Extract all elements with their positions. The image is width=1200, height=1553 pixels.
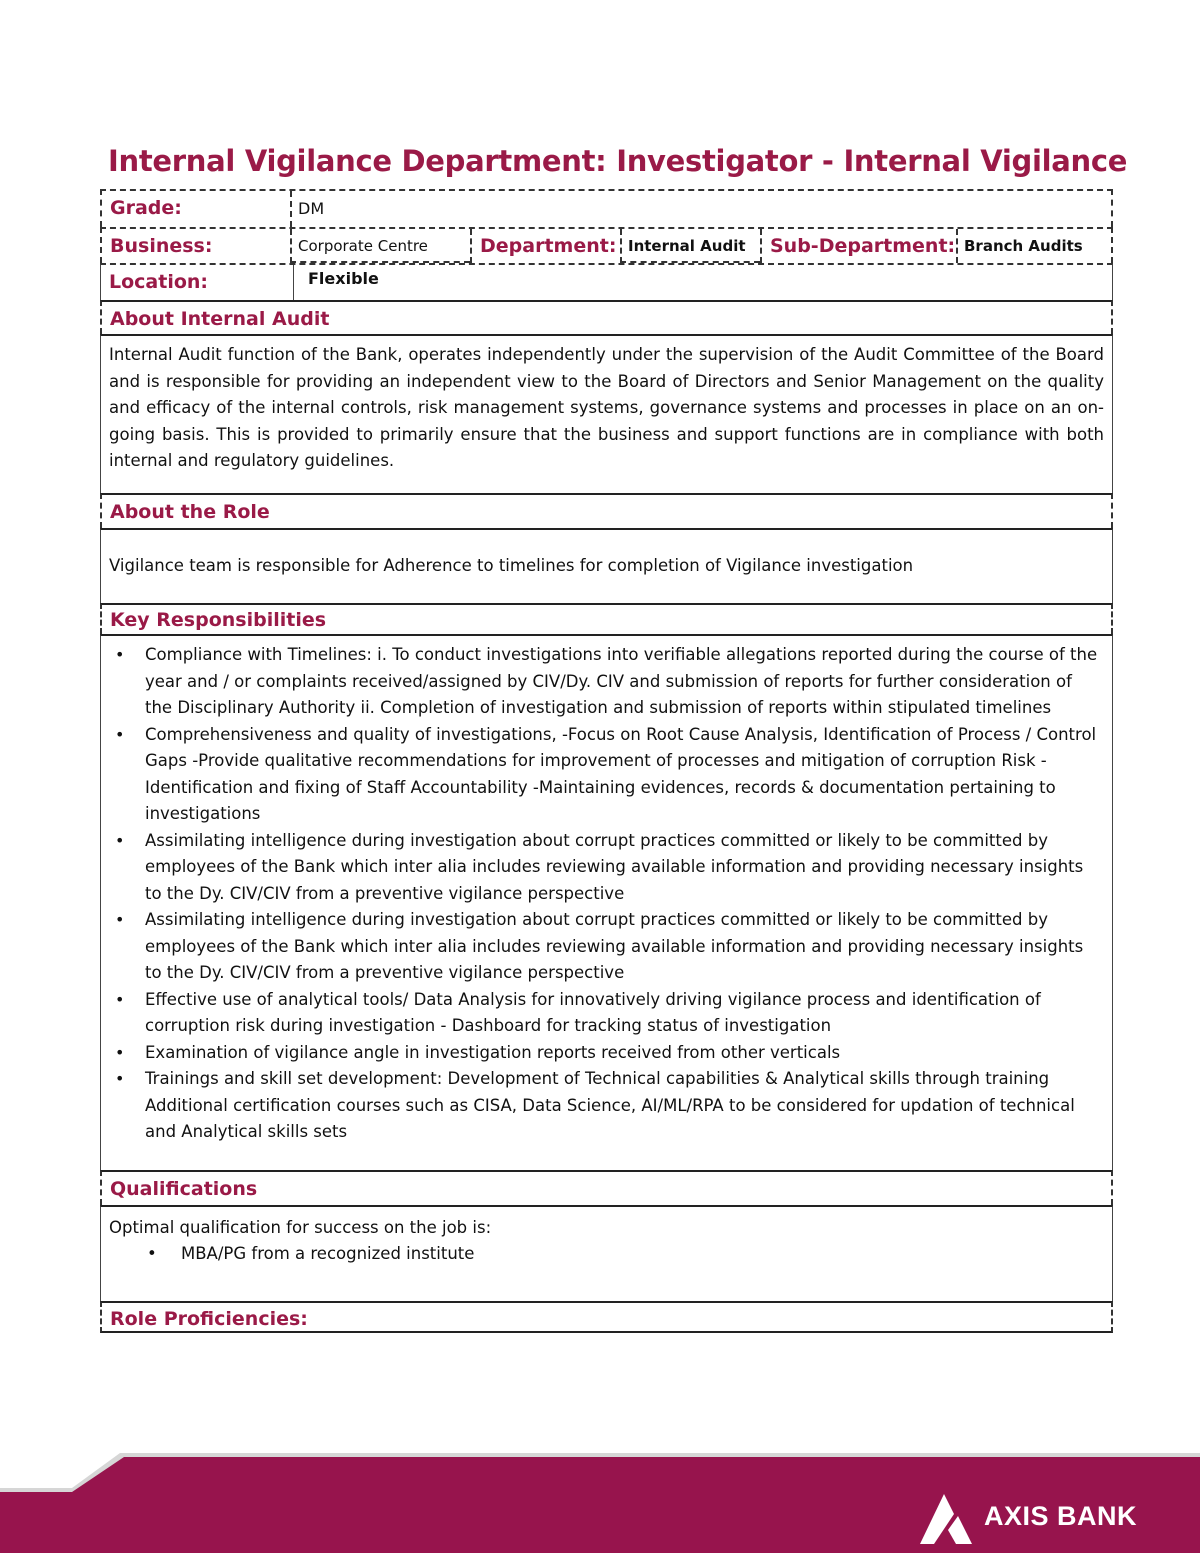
grade-row bbox=[100, 189, 1113, 227]
key-responsibilities-heading: Key Responsibilities bbox=[100, 603, 1113, 634]
list-item: • Examination of vigilance angle in investigation reports received from other verticals bbox=[145, 1040, 1104, 1067]
role-proficiencies-heading: Role Proficiencies: bbox=[100, 1301, 1113, 1333]
location-value: Flexible bbox=[293, 265, 1112, 300]
business-value: Corporate Centre bbox=[290, 229, 470, 263]
qualifications-list bbox=[101, 1241, 1112, 1267]
axis-bank-logo-icon bbox=[918, 1486, 980, 1546]
sub-department-value: Branch Audits bbox=[956, 229, 1111, 263]
list-item: • Trainings and skill set development: Development of Technical capabilities & Analytical skills through training Additional certification courses such as CISA, Data Science, AI/ML/RPA to be considered for updation of technical and Analytical skills sets bbox=[145, 1066, 1104, 1146]
job-description-table bbox=[100, 189, 1113, 1333]
key-responsibilities-body bbox=[100, 634, 1113, 1170]
qualifications-body bbox=[100, 1205, 1113, 1301]
list-item: • Comprehensiveness and quality of investigations, -Focus on Root Cause Analysis, Identification of Process / Control Gaps -Provide qualitative recommendations for improvement of processes and mitigation of corruption Risk -Identification and fixing of Staff Accountability -Maintaining evidences, records & documentation pertaining to investigations bbox=[145, 722, 1104, 828]
list-item: • MBA/PG from a recognized institute bbox=[181, 1241, 1112, 1267]
location-row bbox=[100, 263, 1113, 300]
about-internal-audit-heading: About Internal Audit bbox=[100, 300, 1113, 334]
about-internal-audit-text: Internal Audit function of the Bank, operates independently under the supervision of the Audit Committee of the Board and is responsible for providing an independent view to the Board of Directors and Senior Management on the quality and efficacy of the internal controls, risk management systems, governance systems and processes in place on an on-going basis. This is provided to primarily ensure that the business and support functions are in compliance with both internal and regulatory guidelines. bbox=[100, 334, 1113, 493]
page-title: Internal Vigilance Department: Investigator - Internal Vigilance bbox=[108, 144, 1128, 178]
list-item: • Effective use of analytical tools/ Data Analysis for innovatively driving vigilance process and identification of corruption risk during investigation - Dashboard for tracking status of investigation bbox=[145, 987, 1104, 1040]
grade-value: DM bbox=[290, 191, 1111, 227]
location-label: Location: bbox=[109, 271, 209, 293]
brand-name: AXIS BANK bbox=[984, 1500, 1138, 1531]
business-row bbox=[100, 227, 1113, 263]
list-item: • Assimilating intelligence during investigation about corrupt practices committed or likely to be committed by employees of the Bank which inter alia includes reviewing available information and providing necessary insights to the Dy. CIV/CIV from a preventive vigilance perspective bbox=[145, 828, 1104, 908]
about-role-heading: About the Role bbox=[100, 493, 1113, 528]
sub-department-label: Sub-Department: bbox=[760, 229, 956, 263]
axis-bank-logo bbox=[918, 1486, 1168, 1546]
list-item: • Assimilating intelligence during investigation about corrupt practices committed or likely to be committed by employees of the Bank which inter alia includes reviewing available information and providing necessary insights to the Dy. CIV/CIV from a preventive vigilance perspective bbox=[145, 907, 1104, 987]
department-value: Internal Audit bbox=[620, 229, 760, 263]
department-label: Department: bbox=[470, 229, 620, 263]
list-item: • Compliance with Timelines: i. To conduct investigations into verifiable allegations reported during the course of the year and / or complaints received/assigned by CIV/Dy. CIV and submission of reports for further consideration of the Disciplinary Authority ii. Completion of investigation and submission of reports within stipulated timelines bbox=[145, 642, 1104, 722]
qualifications-intro: Optimal qualification for success on the job is: bbox=[109, 1218, 492, 1237]
grade-label: Grade: bbox=[110, 197, 182, 219]
key-responsibilities-list bbox=[101, 636, 1112, 1146]
qualifications-heading: Qualifications bbox=[100, 1170, 1113, 1205]
business-label: Business: bbox=[110, 235, 213, 257]
about-role-text: Vigilance team is responsible for Adherence to timelines for completion of Vigilance investigation bbox=[100, 528, 1113, 603]
